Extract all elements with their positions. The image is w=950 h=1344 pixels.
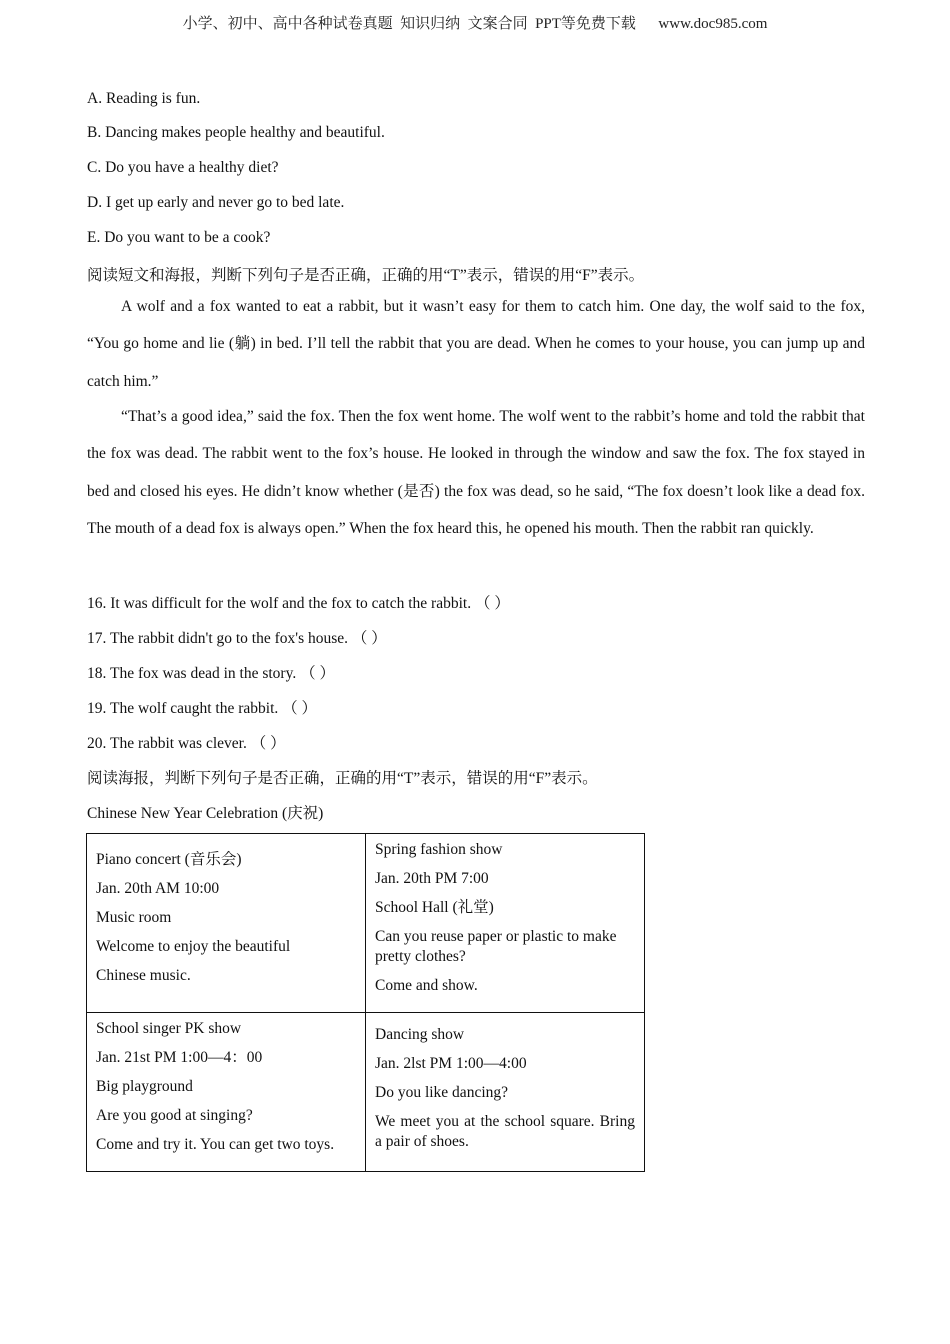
question-text: 18. The fox was dead in the story. xyxy=(87,665,297,682)
question-20 xyxy=(87,731,286,753)
event-time: Jan. 20th PM 7:00 xyxy=(375,870,489,887)
section1-instruction: 阅读短文和海报，判断下列句子是否正确，正确的用“T”表示，错误的用“F”表示。 xyxy=(87,267,645,284)
question-17 xyxy=(87,626,387,648)
event-time: Jan. 20th AM 10:00 xyxy=(96,880,220,897)
poster-cell-dancing-show xyxy=(366,1013,645,1172)
question-16 xyxy=(87,591,510,613)
story-paragraph-1: A wolf and a fox wanted to eat a rabbit, but it wasn’t easy for them to catch him. One day, the wolf said to the fox, “You go home and lie (躺) in bed. I’ll tell the rabbit that you are dead. When he comes to your house, you can jump up and catch him.” xyxy=(87,298,865,390)
poster-cell-piano-concert xyxy=(87,834,366,1013)
event-time: Jan. 21st PM 1:00—4：00 xyxy=(96,1049,263,1066)
event-note-2: We meet you at the school square. Bring a pair of shoes. xyxy=(375,1113,635,1150)
question-18 xyxy=(87,661,335,683)
event-place: Music room xyxy=(96,909,172,926)
event-note-2: Come and try it. You can get two toys. xyxy=(96,1136,335,1153)
answer-blank[interactable]: （ ） xyxy=(250,735,286,752)
event-note: Welcome to enjoy the beautiful xyxy=(96,938,291,955)
event-name: Dancing show xyxy=(375,1026,465,1043)
poster-cell-fashion-show xyxy=(366,834,645,1013)
section2-instruction: 阅读海报，判断下列句子是否正确，正确的用“T”表示，错误的用“F”表示。 xyxy=(87,770,598,787)
event-place: School Hall (礼堂) xyxy=(375,899,494,916)
event-name: Spring fashion show xyxy=(375,841,503,858)
event-name: School singer PK show xyxy=(96,1020,242,1037)
option-c: C. Do you have a healthy diet? xyxy=(87,159,279,176)
event-note-2: Come and show. xyxy=(375,977,478,994)
poster-title: Chinese New Year Celebration (庆祝) xyxy=(87,805,324,822)
option-d: D. I get up early and never go to bed late. xyxy=(87,194,345,211)
question-19 xyxy=(87,696,317,718)
answer-blank[interactable]: （ ） xyxy=(282,700,318,717)
question-text: 19. The wolf caught the rabbit. xyxy=(87,700,279,717)
poster-cell-singer-pk-show xyxy=(87,1013,366,1172)
poster-table xyxy=(86,833,645,1172)
option-a: A. Reading is fun. xyxy=(87,90,201,107)
option-e: E. Do you want to be a cook? xyxy=(87,229,271,246)
question-text: 20. The rabbit was clever. xyxy=(87,735,247,752)
page-header: 小学、初中、高中各种试卷真题 知识归纳 文案合同 PPT等免费下载 www.doc985.com xyxy=(182,16,768,32)
event-note: Do you like dancing? xyxy=(375,1084,509,1101)
event-time: Jan. 2lst PM 1:00—4:00 xyxy=(375,1055,527,1072)
event-place: Big playground xyxy=(96,1078,193,1095)
answer-blank[interactable]: （ ） xyxy=(474,595,510,612)
question-text: 17. The rabbit didn't go to the fox's house. xyxy=(87,630,349,647)
event-note: Can you reuse paper or plastic to make pretty clothes? xyxy=(375,928,617,965)
event-name: Piano concert (音乐会) xyxy=(96,851,242,868)
event-note-2: Chinese music. xyxy=(96,967,191,984)
question-text: 16. It was difficult for the wolf and the fox to catch the rabbit. xyxy=(87,595,472,612)
answer-blank[interactable]: （ ） xyxy=(351,630,387,647)
story-paragraph-2: “That’s a good idea,” said the fox. Then the fox went home. The wolf went to the rabbit’s home and told the rabbit that the fox was dead. The rabbit went to the fox’s house. He looked in through the window and saw the fox. The fox stayed in bed and closed his eyes. He didn’t know whether (是否) the fox was dead, so he said, “The fox doesn’t look like a dead fox. The mouth of a dead fox is always open.” When the fox heard this, he opened his mouth. Then the rabbit ran quickly. xyxy=(87,408,865,537)
option-b: B. Dancing makes people healthy and beautiful. xyxy=(87,124,385,141)
answer-blank[interactable]: （ ） xyxy=(300,665,335,682)
event-note: Are you good at singing? xyxy=(96,1107,253,1124)
